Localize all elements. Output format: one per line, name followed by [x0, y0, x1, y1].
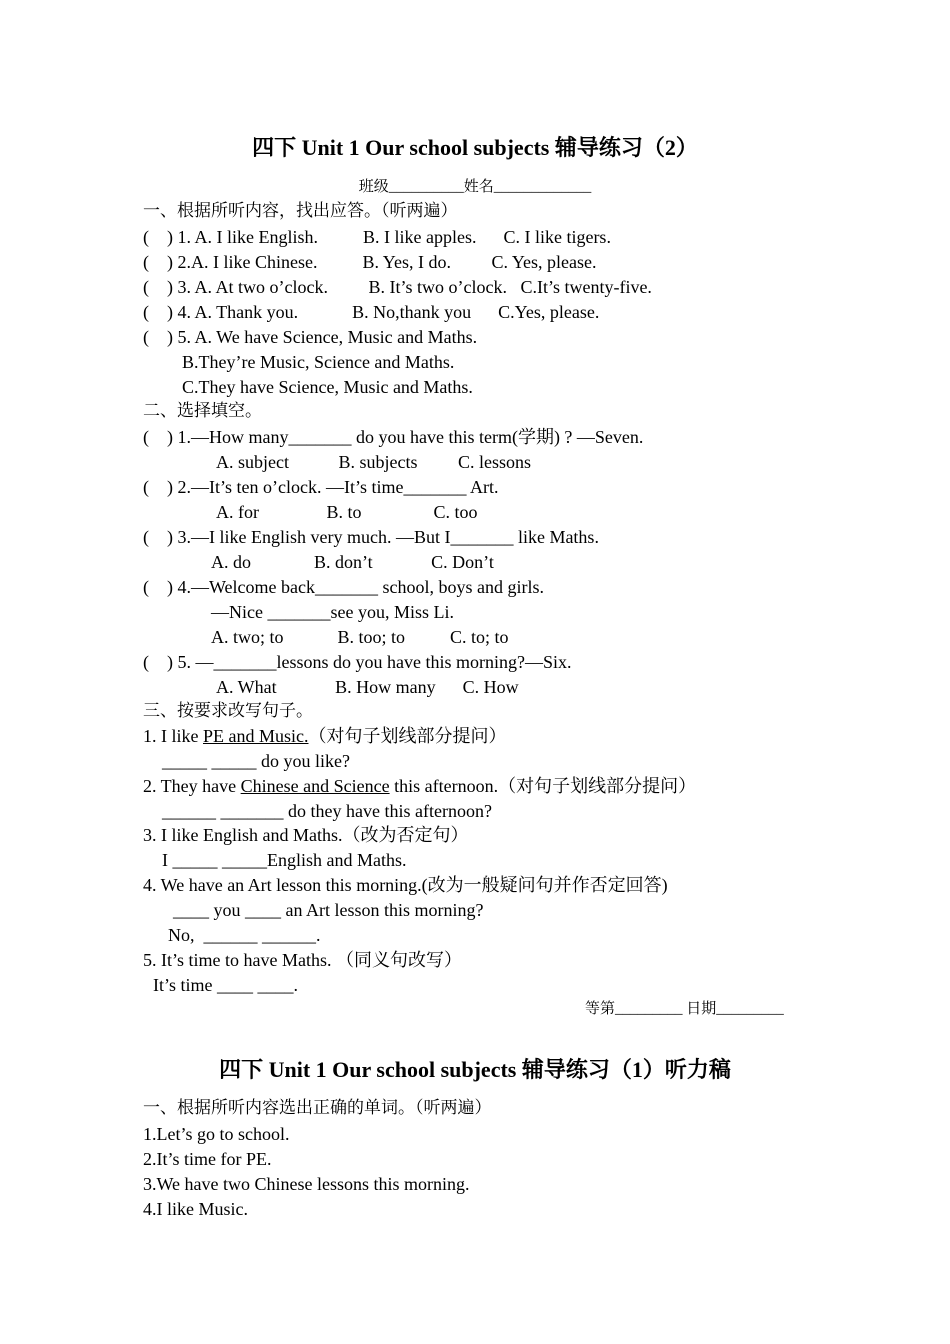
sec2-question-1-options: A. subject B. subjects C. lessons: [216, 452, 531, 472]
sec1-question-5-option-c: C.They have Science, Music and Maths.: [182, 377, 473, 397]
sec3-question-2: [143, 775, 696, 797]
sec3-question-5-answer: It’s time ____ ____.: [153, 975, 298, 995]
sec3-question-4-answer: ____ you ____ an Art lesson this morning?: [173, 900, 484, 920]
sec2-question-3-options: A. do B. don’t C. Don’t: [211, 552, 494, 572]
sec2-question-2: ( ) 2.—It’s ten o’clock. —It’s time_______ Art.: [143, 477, 499, 497]
class-name-line: 班级__________姓名_____________: [358, 179, 592, 195]
sec1-question-3: ( ) 3. A. At two o’clock. B. It’s two o’clock. C.It’s twenty-five.: [143, 277, 652, 297]
sec2-question-5-options: A. What B. How many C. How: [216, 677, 519, 697]
sec3-question-3-answer: I _____ _____English and Maths.: [162, 850, 407, 870]
sec2-question-4-options: A. two; to B. too; to C. to; to: [211, 627, 509, 647]
sec1-question-1: ( ) 1. A. I like English. B. I like apples. C. I like tigers.: [143, 227, 611, 247]
sec2-question-4: ( ) 4.—Welcome back_______ school, boys and girls.: [143, 577, 544, 597]
sec2-question-3: ( ) 3.—I like English very much. —But I_______ like Maths.: [143, 527, 599, 547]
sec3-question-5: 5. It’s time to have Maths. （同义句改写）: [143, 950, 462, 970]
sec2-question-1: ( ) 1.—How many_______ do you have this term(学期) ? —Seven.: [143, 427, 644, 447]
sec3-question-1-answer: _____ _____ do you like?: [162, 751, 350, 771]
sec3-q1-underlined: PE and Music.: [203, 726, 309, 746]
sec3-q1-instruction: （对句子划线部分提问）: [308, 726, 507, 746]
section-1-heading: 一、根据所听内容，找出应答。（听两遍）: [143, 201, 458, 221]
sec3-q1-text: 1. I like: [143, 726, 203, 746]
section-2-heading: 二、选择填空。: [143, 401, 262, 421]
script-line-1: 1.Let’s go to school.: [143, 1124, 290, 1144]
sec3-q2-text: 2. They have: [143, 776, 241, 796]
sec3-question-2-answer: ______ _______ do they have this afternoon?: [162, 801, 492, 821]
sec3-q2-underlined: Chinese and Science: [240, 776, 390, 796]
sec2-question-4-line-2: —Nice _______see you, Miss Li.: [211, 602, 454, 622]
sec3-question-4: 4. We have an Art lesson this morning.(改为一般疑问句并作否定回答): [143, 875, 668, 895]
sec1-question-5-option-b: B.They’re Music, Science and Maths.: [182, 352, 455, 372]
sec2-question-2-options: A. for B. to C. too: [216, 502, 478, 522]
worksheet-title: 四下 Unit 1 Our school subjects 辅导练习（2）: [252, 135, 698, 160]
script-line-2: 2.It’s time for PE.: [143, 1149, 272, 1169]
section-3-heading: 三、按要求改写句子。: [143, 701, 313, 721]
sec3-question-3: 3. I like English and Maths.（改为否定句）: [143, 825, 469, 845]
script-title: 四下 Unit 1 Our school subjects 辅导练习（1）听力稿: [219, 1057, 731, 1082]
sec3-question-1: [143, 725, 507, 747]
script-heading: 一、根据所听内容选出正确的单词。（听两遍）: [143, 1098, 492, 1118]
sec2-question-5: ( ) 5. —_______lessons do you have this morning?—Six.: [143, 652, 572, 672]
sec3-question-4-answer-2: No, ______ ______.: [168, 925, 321, 945]
sec3-q2-instruction: this afternoon.（对句子划线部分提问）: [389, 776, 697, 796]
grade-date-line: 等第_________ 日期_________: [585, 1001, 784, 1017]
sec1-question-4: ( ) 4. A. Thank you. B. No,thank you C.Yes, please.: [143, 302, 600, 322]
script-line-4: 4.I like Music.: [143, 1199, 248, 1219]
sec1-question-2: ( ) 2.A. I like Chinese. B. Yes, I do. C. Yes, please.: [143, 252, 597, 272]
sec1-question-5: ( ) 5. A. We have Science, Music and Maths.: [143, 327, 478, 347]
script-line-3: 3.We have two Chinese lessons this morning.: [143, 1174, 470, 1194]
